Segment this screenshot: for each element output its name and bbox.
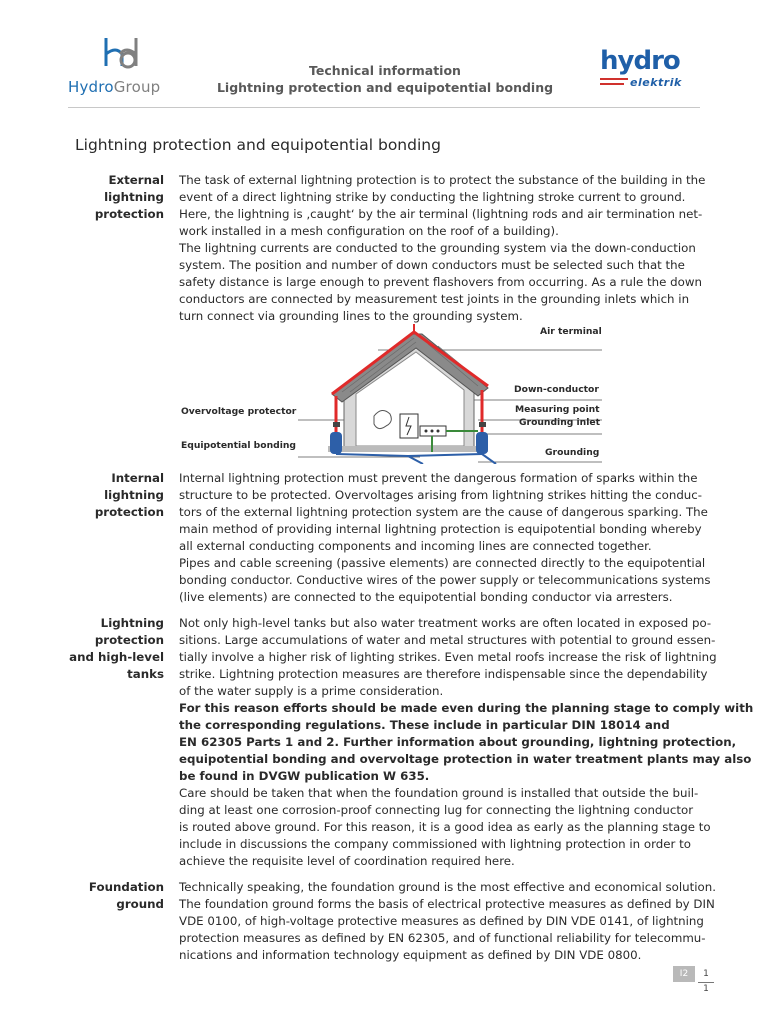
hydrogroup-wordmark [68, 78, 160, 96]
hydro-elektrik-word-main: hydro [600, 46, 680, 76]
label-line: protection [94, 633, 164, 647]
section-body-foundation-ground [179, 879, 716, 964]
section-body-internal [179, 470, 711, 606]
hydrogroup-logo [68, 36, 178, 98]
body-line: work installed in a mesh configuration on the roof of a building). [179, 224, 559, 238]
hydro-elektrik-word-sub: elektrik [630, 76, 682, 89]
section-code-badge: I2 [673, 966, 695, 982]
label-measuring-point: Measuring point [515, 404, 600, 415]
body-line-bold: For this reason efforts should be made even during the planning stage to comply with [179, 701, 754, 715]
label-line: ground [116, 897, 164, 911]
body-line: strike. Lightning protection measures are therefore indispensable since the dependability [179, 667, 708, 681]
body-line: main method of providing internal lightning protection is equipotential bonding whereby [179, 522, 702, 536]
section-label-external [60, 172, 164, 223]
label-equipotential-bonding: Equipotential bonding [181, 440, 296, 451]
body-line: sitions. Large accumulations of water and metal structures with potential to ground essen- [179, 633, 716, 647]
label-line: lightning [104, 488, 164, 502]
body-line: Here, the lightning is ‚caught‘ by the air terminal (lightning rods and air termination net- [179, 207, 703, 221]
hydrogroup-word-2: Group [113, 78, 161, 96]
section-label-foundation-ground [60, 879, 164, 913]
label-line: External [108, 173, 164, 187]
page-total: 1 [703, 984, 709, 994]
section-body-high-level-tanks [179, 615, 754, 870]
body-line: bonding conductor. Conductive wires of the power supply or telecommunications systems [179, 573, 711, 587]
label-air-terminal: Air terminal [540, 326, 602, 337]
section-label-internal [60, 470, 164, 521]
body-line-bold: equipotential bonding and overvoltage protection in water treatment plants may also [179, 752, 752, 766]
logo-red-stripe [600, 78, 628, 80]
body-line: Pipes and cable screening (passive elements) are connected directly to the equipotential [179, 556, 706, 570]
body-line: Technically speaking, the foundation ground is the most effective and economical solution. [179, 880, 716, 894]
body-line: The foundation ground forms the basis of electrical protective measures as defined by DIN [179, 897, 715, 911]
label-line: tanks [127, 667, 164, 681]
header-line-1: Technical information [309, 63, 461, 78]
label-line: Lightning [100, 616, 164, 630]
body-line: The task of external lightning protection is to protect the substance of the building in the [179, 173, 706, 187]
body-line: The lightning currents are conducted to the grounding system via the down-conduction [179, 241, 696, 255]
body-line: (live elements) are connected to the equipotential bonding conductor via arresters. [179, 590, 673, 604]
label-line: lightning [104, 190, 164, 204]
body-line: tially involve a higher risk of lighting strikes. Even metal roofs increase the risk of lightning [179, 650, 717, 664]
header-line-2: Lightning protection and equipotential bonding [216, 80, 554, 95]
page-title: Lightning protection and equipotential bonding [75, 136, 441, 154]
hydrogroup-logo-icon [102, 36, 142, 76]
body-line: protection measures as defined by EN 62305, and of functional reliability for telecommu- [179, 931, 706, 945]
body-line: include in discussions the company commissioned with lightning protection in order to [179, 837, 691, 851]
body-line: of the water supply is a prime consideration. [179, 684, 444, 698]
body-line: turn connect via grounding lines to the grounding system. [179, 309, 523, 323]
body-line: nications and information technology equipment as defined by DIN VDE 0800. [179, 948, 642, 962]
body-line: is routed above ground. For this reason, it is a good idea as early as the planning stage to [179, 820, 711, 834]
body-line: VDE 0100, of high-voltage protective measures as defined by DIN VDE 0141, of lightning [179, 914, 704, 928]
label-line: protection [94, 505, 164, 519]
body-line: tors of the external lightning protection system are the cause of dangerous sparking. The [179, 505, 708, 519]
label-line: Foundation [88, 880, 164, 894]
body-line-bold: the corresponding regulations. These include in particular DIN 18014 and [179, 718, 670, 732]
body-line: Care should be taken that when the foundation ground is installed that outside the buil- [179, 786, 699, 800]
logo-red-stripe [600, 83, 624, 85]
lightning-protection-diagram [178, 322, 606, 464]
body-line: all external conducting components and incoming lines are connected together. [179, 539, 652, 553]
label-grounding-inlet: Grounding inlet [519, 417, 600, 428]
body-line: ding at least one corrosion-proof connecting lug for connecting the lightning conductor [179, 803, 694, 817]
body-line: achieve the requisite level of coordination required here. [179, 854, 515, 868]
document-header [190, 62, 580, 96]
body-line-bold: EN 62305 Parts 1 and 2. Further information about grounding, lightning protection, [179, 735, 737, 749]
section-label-high-level-tanks [60, 615, 164, 683]
label-line: Internal [111, 471, 164, 485]
label-grounding: Grounding [545, 447, 600, 458]
label-line: protection [94, 207, 164, 221]
body-line: safety distance is large enough to prevent flashovers from occurring. As a rule the down [179, 275, 702, 289]
body-line-bold: be found in DVGW publication W 635. [179, 769, 430, 783]
header-divider [68, 107, 700, 108]
label-overvoltage-protector: Overvoltage protector [181, 406, 297, 417]
label-line: and high-level [69, 650, 164, 664]
body-line: conductors are connected by measurement test joints in the grounding inlets which in [179, 292, 690, 306]
label-down-conductor: Down-conductor [514, 384, 599, 395]
hydrogroup-word-1: Hydro [68, 78, 114, 96]
body-line: event of a direct lightning strike by conducting the lightning stroke current to ground. [179, 190, 686, 204]
page-number: 1 [703, 969, 709, 979]
body-line: structure to be protected. Overvoltages arising from lightning strikes hitting the conduc- [179, 488, 703, 502]
hydro-elektrik-logo [598, 48, 700, 98]
body-line: Not only high-level tanks but also water treatment works are often located in exposed po- [179, 616, 712, 630]
section-body-external [179, 172, 707, 325]
body-line: Internal lightning protection must prevent the dangerous formation of sparks within the [179, 471, 698, 485]
body-line: system. The position and number of down conductors must be selected such that the [179, 258, 685, 272]
